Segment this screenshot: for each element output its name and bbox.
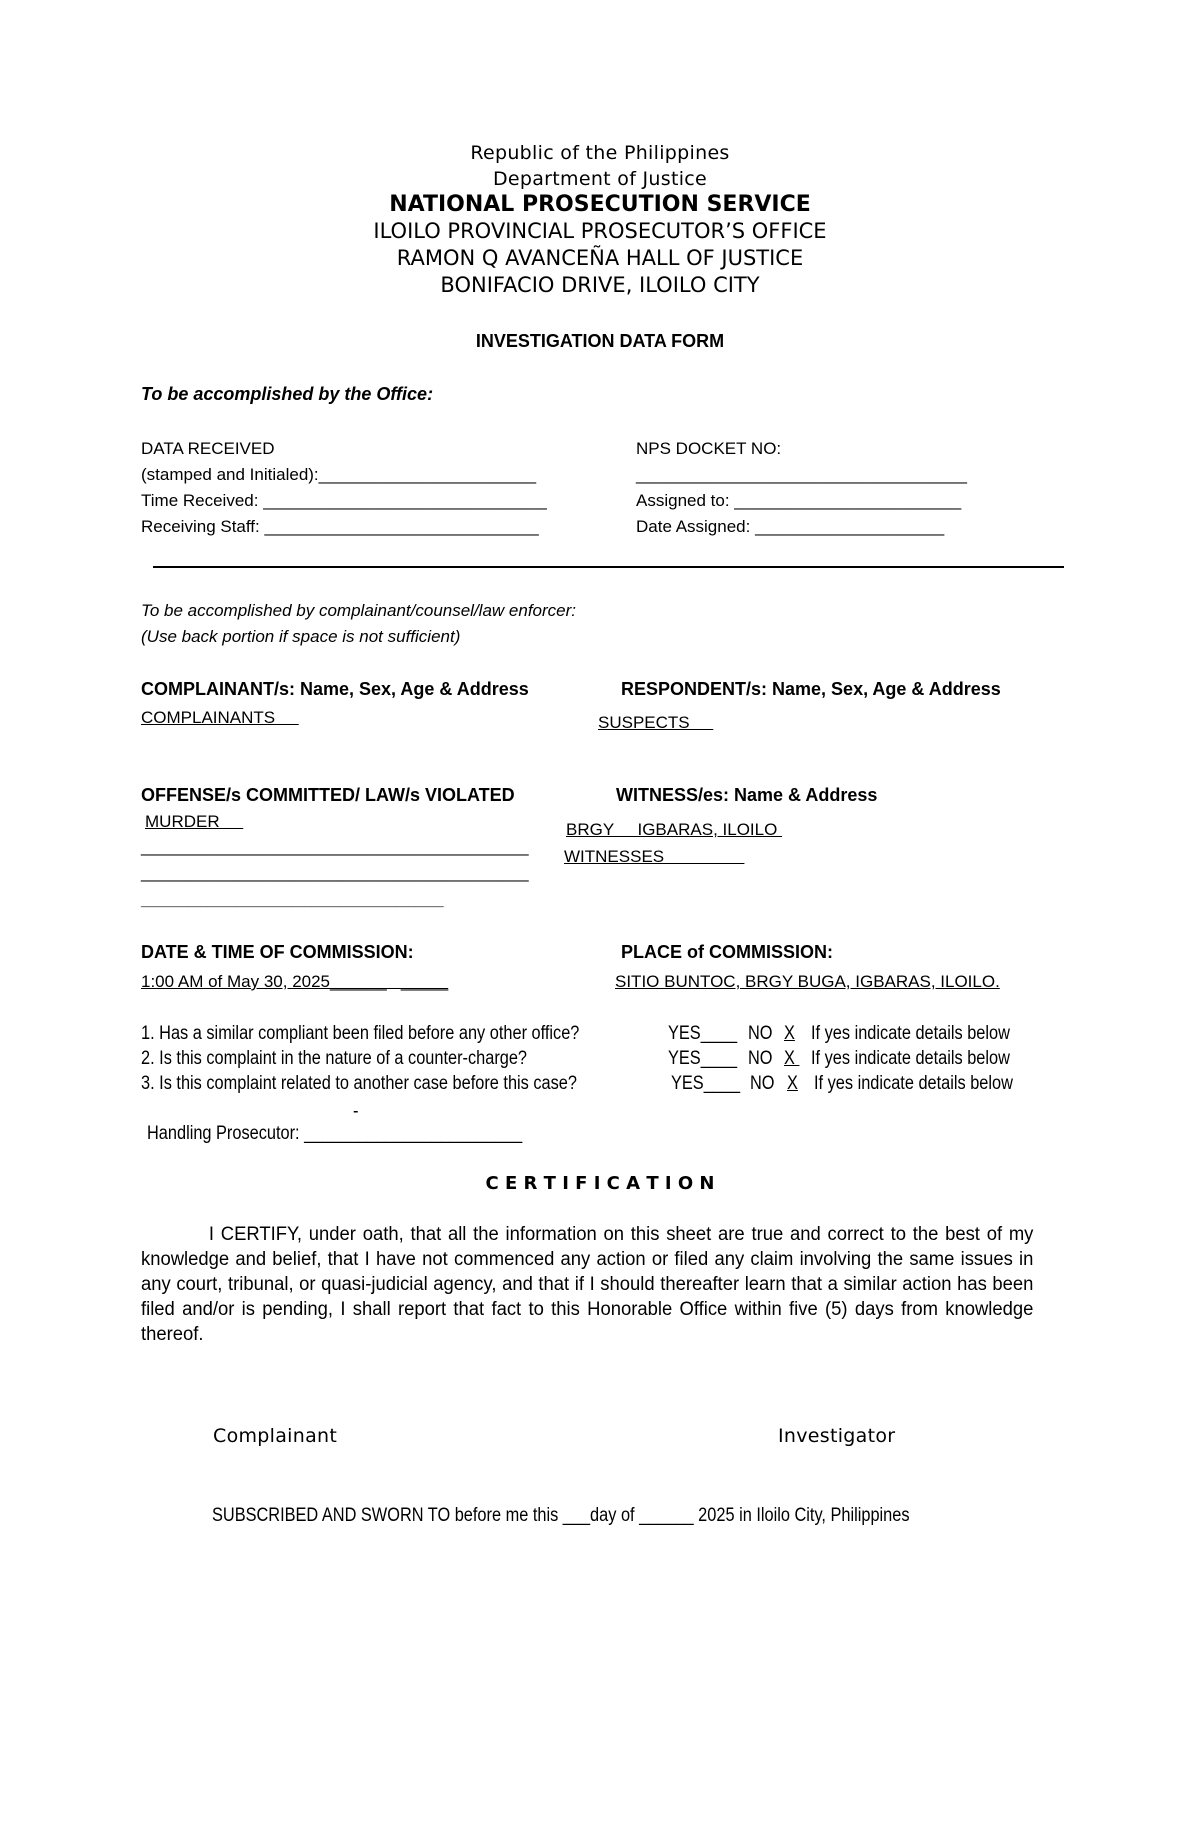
complainant-value[interactable]: COMPLAINANTS	[141, 708, 299, 727]
complainant-signature-label: Complainant	[213, 1425, 338, 1447]
question-3-yes[interactable]: YES____	[671, 1073, 741, 1094]
respondent-value[interactable]: SUSPECTS	[598, 713, 714, 732]
certification-body: I CERTIFY, under oath, that all the information on this sheet are true and correct to the best of my knowledge and belief, that I have not commenced any action or filed any claim involving the same issues in any court, tribunal, or quasi-judicial agency, and that if I should thereafter learn that a similar action has been filed and/or is pending, I shall report that fact to this Honorable Office within five (5) days from knowledge thereof.	[141, 1224, 1034, 1345]
question-3: 3. Is this complaint related to another case before this case?	[141, 1073, 577, 1094]
question-2: 2. Is this complaint in the nature of a counter-charge?	[141, 1048, 528, 1069]
header-office: ILOILO PROVINCIAL PROSECUTOR’S OFFICE	[373, 219, 827, 243]
time-received-field[interactable]: Time Received: ______________________________	[141, 491, 547, 510]
offense-line-3[interactable]: _________________________________________	[141, 863, 529, 882]
section-divider	[153, 566, 1064, 568]
place-commission-label: PLACE of COMMISSION:	[621, 942, 833, 962]
stray-dash: -	[353, 1101, 359, 1122]
offense-line-2[interactable]: _________________________________________	[141, 837, 529, 856]
date-commission-label: DATE & TIME OF COMMISSION:	[141, 942, 414, 962]
witness-value-1[interactable]: BRGY IGBARAS, ILOILO	[566, 820, 783, 839]
question-3-note: If yes indicate details below	[814, 1073, 1013, 1094]
header-hall: RAMON Q AVANCEÑA HALL OF JUSTICE	[396, 246, 804, 270]
nps-docket-label: NPS DOCKET NO:	[636, 439, 782, 458]
complainant-label: COMPLAINANT/s: Name, Sex, Age & Address	[141, 679, 529, 699]
office-section-heading: To be accomplished by the Office:	[141, 384, 434, 404]
header-service: NATIONAL PROSECUTION SERVICE	[389, 192, 811, 217]
sworn-statement: SUBSCRIBED AND SWORN TO before me this ___day of ______ 2025 in Iloilo City, Philippines	[212, 1505, 910, 1526]
date-assigned-field[interactable]: Date Assigned: ____________________	[636, 517, 945, 536]
question-1-no: NO	[748, 1023, 773, 1044]
handling-prosecutor-field[interactable]: Handling Prosecutor: ________________________	[147, 1123, 523, 1144]
question-1-mark[interactable]: X	[784, 1023, 795, 1044]
question-1-note: If yes indicate details below	[811, 1023, 1010, 1044]
offense-line-4[interactable]: ________________________________	[141, 890, 444, 909]
question-1: 1. Has a similar compliant been filed before any other office?	[141, 1023, 580, 1044]
question-2-no: NO	[748, 1048, 773, 1069]
header-address: BONIFACIO DRIVE, ILOILO CITY	[440, 273, 760, 297]
question-3-mark[interactable]: X	[787, 1073, 798, 1094]
certification-title: C E R T I F I C A T I O N	[485, 1173, 715, 1194]
offense-label: OFFENSE/s COMMITTED/ LAW/s VIOLATED	[141, 785, 515, 805]
stamped-initialed-field[interactable]: (stamped and Initialed):_______________________	[141, 465, 537, 484]
header-department: Department of Justice	[492, 168, 708, 190]
receiving-staff-field[interactable]: Receiving Staff: _____________________________	[141, 517, 539, 536]
question-3-no: NO	[750, 1073, 775, 1094]
respondent-label: RESPONDENT/s: Name, Sex, Age & Address	[621, 679, 1001, 699]
assigned-to-field[interactable]: Assigned to: ________________________	[636, 491, 962, 510]
offense-value[interactable]: MURDER	[145, 812, 244, 831]
complainant-section-subheading: (Use back portion if space is not sufficient)	[141, 627, 461, 646]
witness-value-2[interactable]: WITNESSES	[564, 847, 745, 866]
date-commission-value[interactable]: 1:00 AM of May 30, 2025______ _____	[141, 972, 449, 991]
witness-label: WITNESS/es: Name & Address	[616, 785, 878, 805]
question-1-yes[interactable]: YES____	[668, 1023, 738, 1044]
question-2-note: If yes indicate details below	[811, 1048, 1010, 1069]
form-title: INVESTIGATION DATA FORM	[475, 331, 725, 351]
data-received-label: DATA RECEIVED	[141, 439, 275, 458]
question-2-mark[interactable]: X	[784, 1048, 800, 1069]
nps-docket-field[interactable]: ___________________________________	[636, 465, 967, 484]
complainant-section-heading: To be accomplished by complainant/counsel/law enforcer:	[141, 601, 577, 620]
investigator-signature-label: Investigator	[778, 1425, 896, 1447]
place-commission-value[interactable]: SITIO BUNTOC, BRGY BUGA, IGBARAS, ILOILO.	[615, 972, 1000, 991]
question-2-yes[interactable]: YES____	[668, 1048, 738, 1069]
header-republic: Republic of the Philippines	[470, 142, 730, 164]
